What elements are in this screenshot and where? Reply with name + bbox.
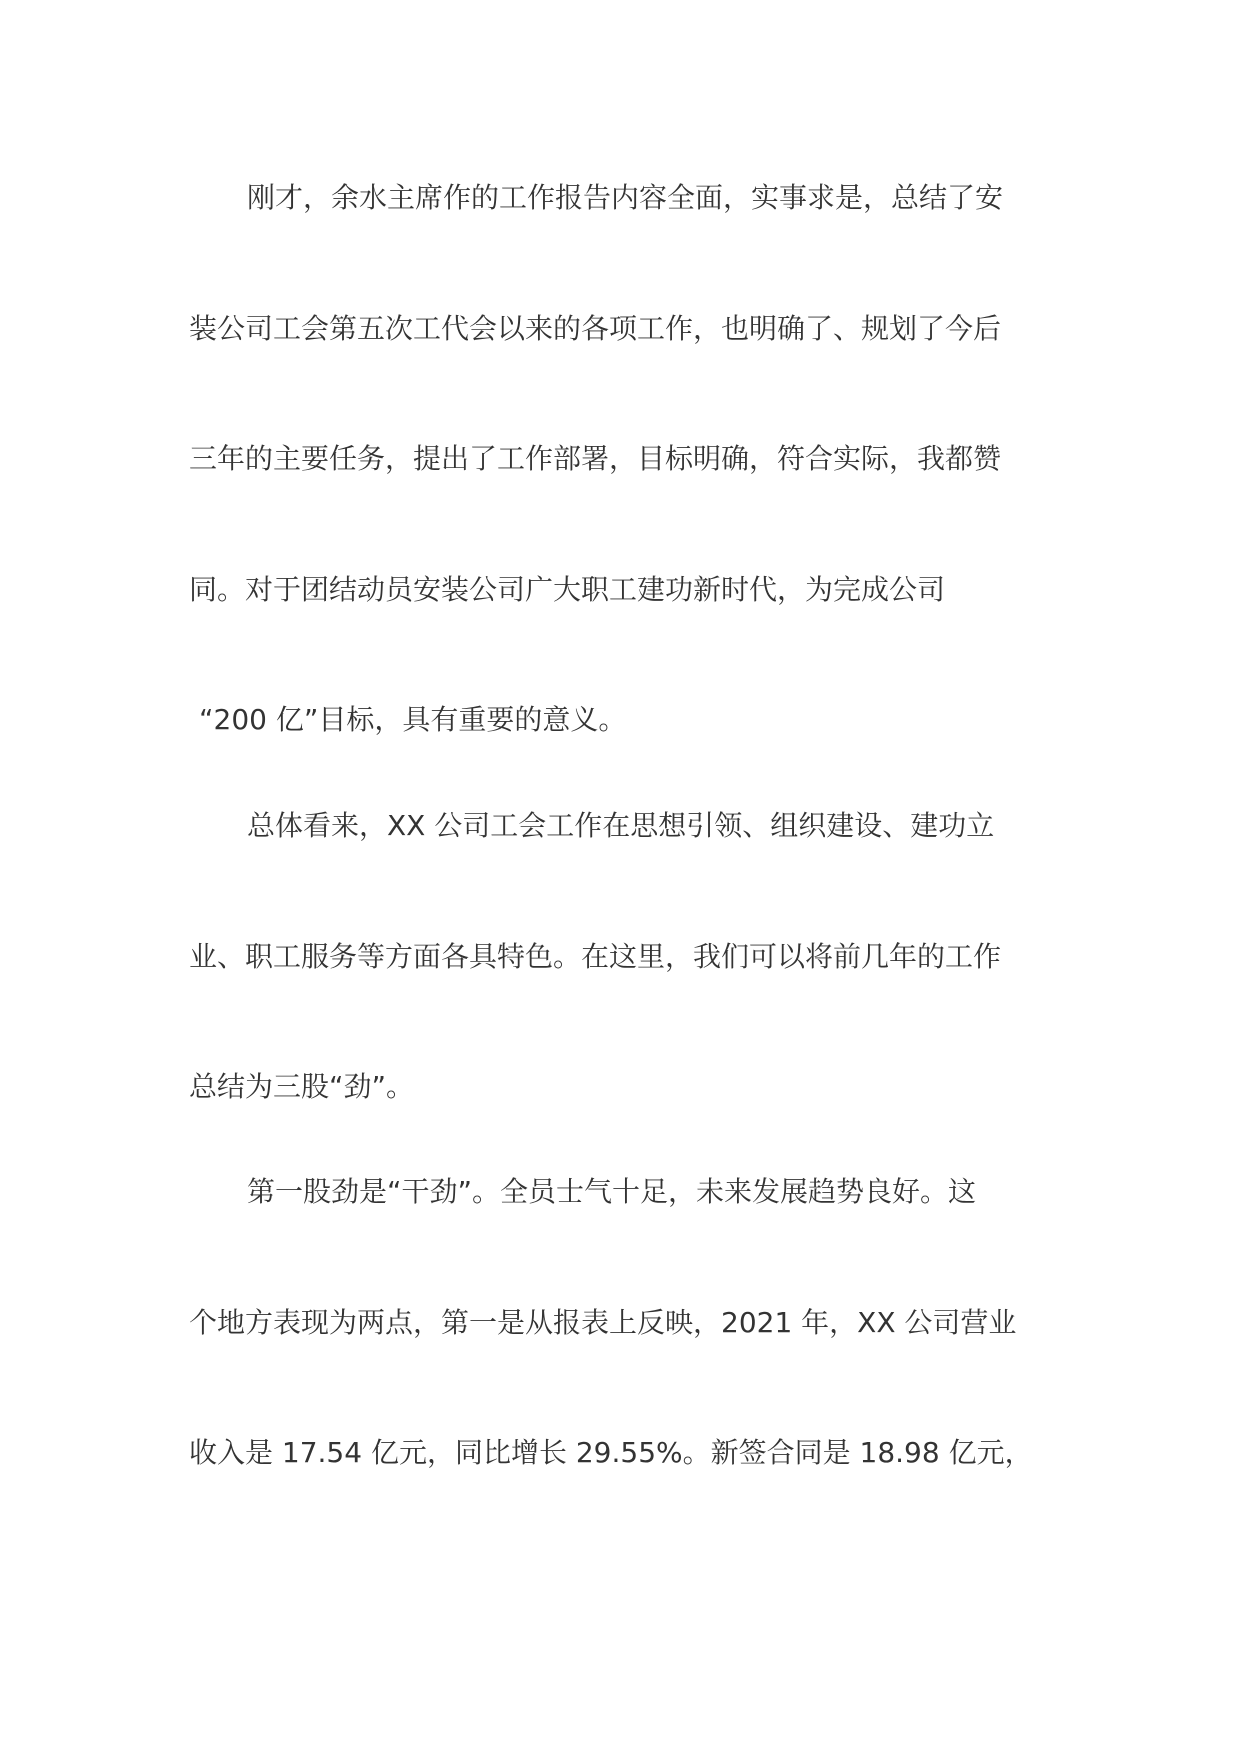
paragraph-2-line-1: 总体看来，XX 公司工会工作在思想引领、组织建设、建功立 bbox=[247, 809, 995, 842]
paragraph-3-line-1: 第一股劲是“干劲”。全员士气十足，未来发展趋势良好。这 bbox=[247, 1175, 977, 1208]
paragraph-1-line-3: 三年的主要任务，提出了工作部署，目标明确，符合实际，我都赞 bbox=[189, 442, 1002, 475]
paragraph-1-line-4: 同。对于团结动员安装公司广大职工建功新时代，为完成公司 bbox=[189, 573, 946, 606]
paragraph-3-line-2: 个地方表现为两点，第一是从报表上反映，2021 年，XX 公司营业 bbox=[189, 1306, 1017, 1339]
paragraph-3-line-3: 收入是 17.54 亿元，同比增长 29.55%。新签合同是 18.98 亿元， bbox=[189, 1436, 1033, 1469]
paragraph-2-line-2: 业、职工服务等方面各具特色。在这里，我们可以将前几年的工作 bbox=[189, 940, 1002, 973]
paragraph-1-line-1: 刚才，余水主席作的工作报告内容全面，实事求是，总结了安 bbox=[247, 181, 1004, 214]
paragraph-2-line-3: 总结为三股“劲”。 bbox=[189, 1070, 415, 1103]
paragraph-1-line-5: “200 亿”目标，具有重要的意义。 bbox=[199, 703, 627, 736]
paragraph-1-line-2: 装公司工会第五次工代会以来的各项工作，也明确了、规划了今后 bbox=[189, 312, 1002, 345]
